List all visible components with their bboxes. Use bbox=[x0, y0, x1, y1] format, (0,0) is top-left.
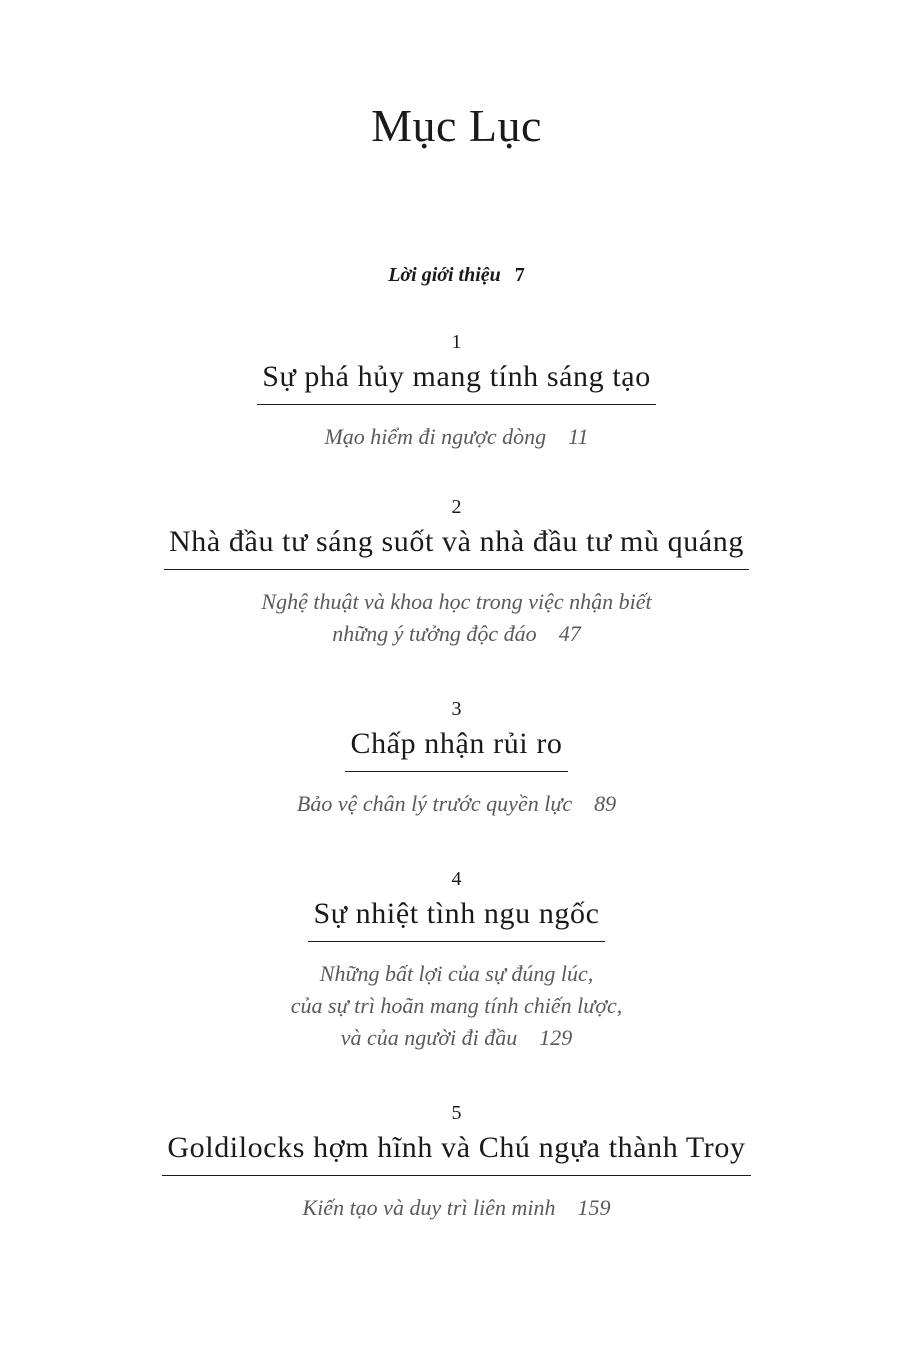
chapter-title-underline bbox=[345, 727, 567, 772]
chapter-subtitle-line: Kiến tạo và duy trì liên minh bbox=[302, 1195, 556, 1220]
chapter-number: 5 bbox=[451, 1102, 462, 1124]
chapter-2-entry[interactable] bbox=[0, 494, 913, 650]
chapter-number: 3 bbox=[451, 698, 462, 720]
chapter-title: Nhà đầu tư sáng suốt và nhà đầu tư mù quáng bbox=[169, 525, 744, 558]
chapter-page-number: 47 bbox=[558, 621, 581, 646]
chapter-title-underline bbox=[257, 360, 656, 405]
chapter-5-entry[interactable] bbox=[0, 1100, 913, 1224]
chapter-subtitle-line: Mạo hiểm đi ngược dòng bbox=[324, 424, 547, 449]
chapter-1-entry[interactable] bbox=[0, 329, 913, 453]
chapter-page-number: 129 bbox=[539, 1025, 573, 1050]
chapter-page-number: 11 bbox=[568, 424, 589, 449]
intro-page-number: 7 bbox=[514, 264, 525, 286]
chapter-subtitle bbox=[0, 1192, 913, 1224]
chapter-subtitle-line: của sự trì hoãn mang tính chiến lược, bbox=[290, 993, 623, 1018]
chapter-number: 1 bbox=[451, 331, 462, 353]
chapter-subtitle bbox=[0, 586, 913, 650]
chapter-3-entry[interactable] bbox=[0, 696, 913, 820]
chapter-title: Sự nhiệt tình ngu ngốc bbox=[313, 897, 600, 930]
chapter-title-underline bbox=[162, 1131, 750, 1176]
chapter-subtitle bbox=[0, 421, 913, 453]
page-title: Mục Lục bbox=[371, 100, 542, 151]
intro-entry[interactable] bbox=[0, 262, 913, 288]
chapter-title-underline bbox=[308, 897, 604, 942]
chapter-4-entry[interactable] bbox=[0, 866, 913, 1054]
chapter-subtitle-line: và của người đi đầu bbox=[340, 1025, 518, 1050]
chapter-page-number: 89 bbox=[594, 791, 617, 816]
chapter-subtitle-line: Nghệ thuật và khoa học trong việc nhận biết bbox=[261, 589, 652, 614]
intro-label: Lời giới thiệu bbox=[388, 264, 501, 286]
chapter-subtitle-line: những ý tưởng độc đáo bbox=[332, 621, 537, 646]
chapter-title: Chấp nhận rủi ro bbox=[350, 727, 563, 760]
chapter-title-underline bbox=[164, 525, 749, 570]
chapter-subtitle bbox=[0, 788, 913, 820]
chapter-number: 4 bbox=[451, 868, 462, 890]
chapter-title: Goldilocks hợm hĩnh và Chú ngựa thành Troy bbox=[167, 1131, 746, 1164]
chapter-page-number: 159 bbox=[577, 1195, 611, 1220]
chapter-subtitle-line: Bảo vệ chân lý trước quyền lực bbox=[296, 791, 573, 816]
chapter-title: Sự phá hủy mang tính sáng tạo bbox=[262, 360, 651, 393]
chapter-number: 2 bbox=[451, 496, 462, 518]
chapter-subtitle-line: Những bất lợi của sự đúng lúc, bbox=[319, 961, 594, 986]
chapter-subtitle bbox=[0, 958, 913, 1054]
